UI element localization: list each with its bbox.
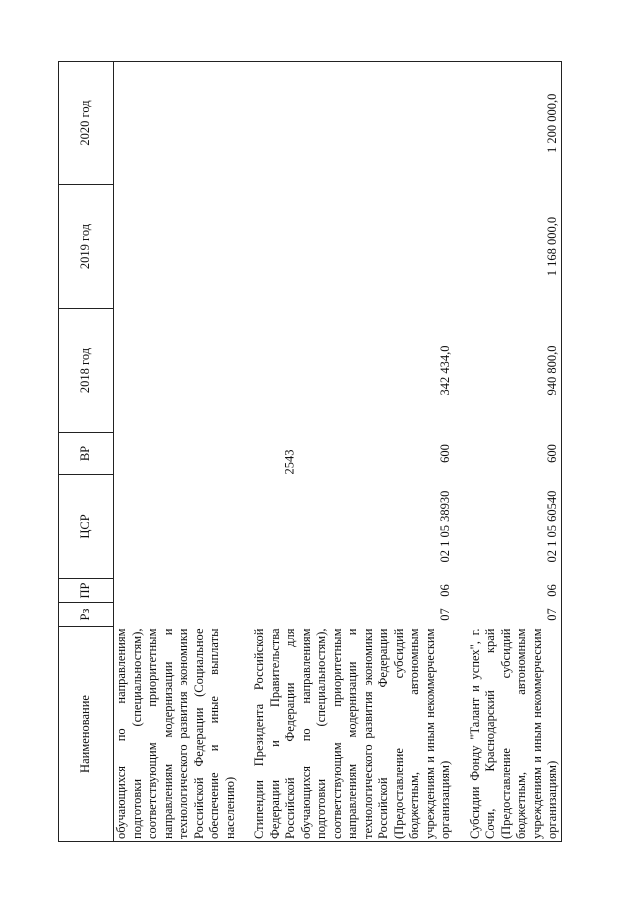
row-name: обучающихся по направлениям подготовки (специальностям), соответствующим приоритетным направлениям модернизации и технологического развития экономики Российской Федерации (Социальное обеспечение и иные выплаты населению) <box>114 628 237 839</box>
row-rz <box>114 603 239 627</box>
row-name: Субсидии Фонду "Талант и успех", г. Сочи, Краснодарский край (Предоставление субсидий бюджетным, автономным учреждениям и иным некоммерческим организациям) <box>467 628 559 839</box>
row-2020 <box>114 62 239 185</box>
table-row <box>454 62 562 842</box>
table-header-row <box>59 62 114 842</box>
row-vr: 600 <box>438 444 452 463</box>
header-2019: 2019 год <box>59 185 114 309</box>
row-2019 <box>238 185 454 309</box>
row-2018: 342 434,0 <box>438 345 452 396</box>
row-csr: 02 1 05 60540 <box>454 475 562 579</box>
rotated-table-wrapper <box>58 62 588 842</box>
row-2018: 940 800,0 <box>454 309 562 433</box>
row-2019 <box>114 185 239 309</box>
row-pr <box>114 579 239 603</box>
row-csr <box>114 475 239 579</box>
header-2018: 2018 год <box>59 309 114 433</box>
row-rz: 07 <box>454 603 562 627</box>
table-row <box>114 62 239 842</box>
row-pr: 06 <box>438 584 452 597</box>
budget-table <box>58 61 562 842</box>
header-csr: ЦСР <box>59 475 114 579</box>
header-vr: ВР <box>59 433 114 475</box>
row-csr: 02 1 05 38930 <box>438 490 452 563</box>
header-name: Наименование <box>59 627 114 842</box>
row-vr <box>114 433 239 475</box>
row-2020: 1 200 000,0 <box>454 62 562 185</box>
row-name-cell <box>238 627 454 842</box>
page-number: 2543 <box>282 449 297 475</box>
row-name-cell <box>454 627 562 842</box>
row-2020 <box>238 62 454 185</box>
row-vr: 600 <box>454 433 562 475</box>
row-pr: 06 <box>454 579 562 603</box>
row-2018 <box>114 309 239 433</box>
table-row <box>238 62 454 842</box>
row-rz: 07 <box>438 608 452 621</box>
header-2020: 2020 год <box>59 62 114 185</box>
header-pr: ПР <box>59 579 114 603</box>
row-2019: 1 168 000,0 <box>454 185 562 309</box>
row-name-cell <box>114 627 239 842</box>
row-name: Стипендии Президента Российской Федерации и Правительства Российской Федерации для обучающихся по направлениям подготовки (специальностям), соответствующим приоритетным направлениям модернизации и технологического развития экономики Российской Федерации (Предоставление субсидий бюджетным, автономным учреждениям и иным некоммерческим организациям) <box>252 628 452 839</box>
header-rz: Рз <box>59 603 114 627</box>
